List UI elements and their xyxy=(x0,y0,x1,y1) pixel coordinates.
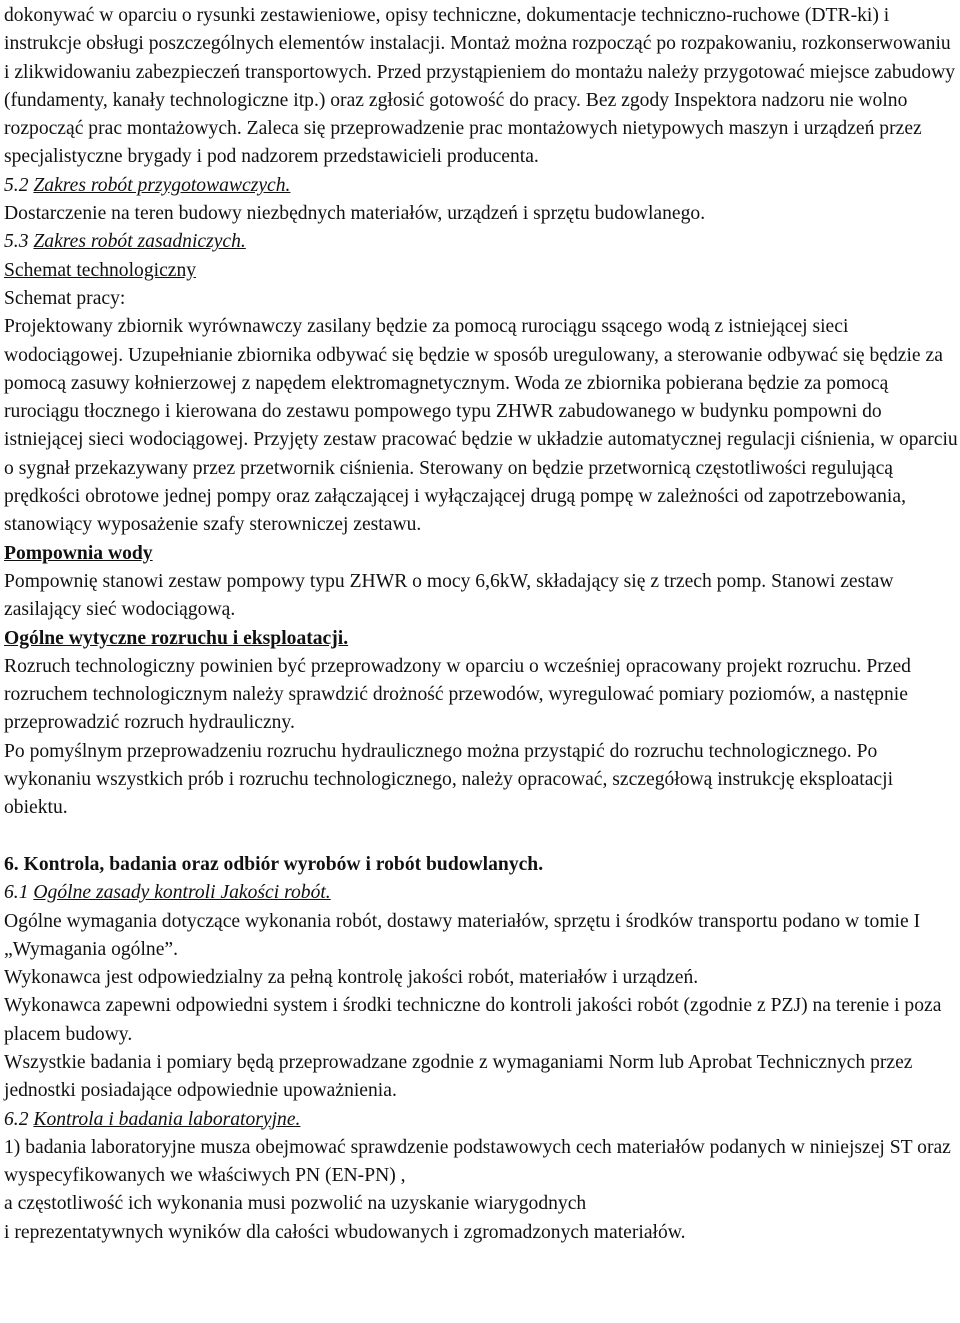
paragraph-general-requirements: Ogólne wymagania dotyczące wykonania robót, dostawy materiałów, sprzętu i środków transportu podano w tomie I „Wymagania ogólne”. xyxy=(4,910,921,960)
section-number: 5.2 xyxy=(4,174,34,196)
heading-technological-scheme: Schemat technologiczny xyxy=(4,259,197,281)
paragraph-pumping-station: Pompownię stanowi zestaw pompowy typu ZHWR o mocy 6,6kW, składający się z trzech pomp. Stanowi zestaw zasilający sieć wodociągową. xyxy=(4,570,894,621)
heading-water-pumping-station: Pompownia wody xyxy=(4,542,153,564)
paragraph-startup-1: Rozruch technologiczny powinien być przeprowadzony w oparciu o wcześniej opracowany projekt rozruchu. Przed rozruchem technologicznym należy sprawdzić drożność przewodów, wyregulować pomiary poziomów, a następnie przeprowadzić rozruch hydrauliczny. xyxy=(4,655,911,734)
paragraph-tests-measurements: Wszystkie badania i pomiary będą przeprowadzane zgodnie z wymaganiami Norm lub Aprobat Technicznych przez jednostki posiadające odpowiednie upoważnienia. xyxy=(4,1051,913,1102)
section-number: 6.1 xyxy=(4,882,34,904)
paragraph-preparatory-works: Dostarczenie na teren budowy niezbędnych materiałów, urządzeń i sprzętu budowlanego. xyxy=(4,203,706,225)
paragraph-lab-tests-2: a częstotliwość ich wykonania musi pozwolić na uzyskanie wiarygodnych xyxy=(4,1193,587,1215)
section-title: Zakres robót przygotowawczych. xyxy=(33,174,291,196)
section-title: Ogólne zasady kontroli Jakości robót. xyxy=(33,882,331,904)
section-6-2-heading xyxy=(4,1106,958,1134)
paragraph-installation-assembly: dokonywać w oparciu o rysunki zestawieniowe, opisy techniczne, dokumentacje techniczno-ruchowe (DTR-ki) i instrukcje obsługi poszczególnych elementów instalacji. Montaż można rozpocząć po rozpakowaniu, rozkonserwowaniu i zlikwidowaniu zabezpieczeń transportowych. Przed przystąpieniem do montażu należy przygotować miejsce zabudowy (fundamenty, kanały technologiczne itp.) oraz zgłosić gotowość do pracy. Bez zgody Inspektora nadzoru nie wolno rozpocząć prac montażowych. Zaleca się przeprowadzenie prac montażowych nietypowych maszyn i urządzeń przez specjalistyczne brygady i pod nadzorem przedstawicieli producenta. xyxy=(4,5,956,168)
paragraph-contractor-responsibility: Wykonawca jest odpowiedzialny za pełną kontrolę jakości robót, materiałów i urządzeń. xyxy=(4,967,699,989)
paragraph-work-scheme: Projektowany zbiornik wyrównawczy zasilany będzie za pomocą rurociągu ssącego wodą z istniejącej sieci wodociągowej. Uzupełnianie zbiornika odbywać się będzie w sposób uregulowany, a sterowanie odbywać się będzie za pomocą zasuwy kołnierzowej z napędem elektromagnetycznym. Woda ze zbiornika pobierana będzie za pomocą rurociągu tłocznego i kierowana do zestawu pompowego typu ZHWR zabudowanego w budynku pompowni do istniejącej sieci wodociągowej. Przyjęty zestaw pracować będzie w układzie automatycznej regulacji ciśnienia, w oparciu o sygnał przekazywany przez przetwornik ciśnienia. Sterowany on będzie przetwornicą częstotliwości regulującą prędkości obrotowe jednej pompy oraz załączającej i wyłączającej drugą pompę w zależności od zapotrzebowania, stanowiący wyposażenie szafy sterowniczej zestawu. xyxy=(4,316,958,536)
section-title: Zakres robót zasadniczych. xyxy=(33,231,246,253)
paragraph-lab-tests-1: 1) badania laboratoryjne musza obejmować sprawdzenie podstawowych cech materiałów podanych w niniejszej ST oraz wyspecyfikowanych we właściwych PN (EN-PN) , xyxy=(4,1136,951,1187)
paragraph-startup-2: Po pomyślnym przeprowadzeniu rozruchu hydraulicznego można przystąpić do rozruchu technologicznego. Po wykonaniu wszystkich prób i rozruchu technologicznego, należy opracować, szczegółową instrukcję eksploatacji obiektu. xyxy=(4,740,894,819)
paragraph-quality-system: Wykonawca zapewni odpowiedni system i środki techniczne do kontroli jakości robót (zgodnie z PZJ) na terenie i poza placem budowy. xyxy=(4,995,942,1045)
section-5-3-heading xyxy=(4,228,958,256)
paragraph-lab-tests-3: i reprezentatywnych wyników dla całości wbudowanych i zgromadzonych materiałów. xyxy=(4,1221,686,1243)
section-title: Kontrola i badania laboratoryjne. xyxy=(33,1108,301,1130)
section-6-1-heading xyxy=(4,879,958,907)
chapter-6-heading: 6. Kontrola, badania oraz odbiór wyrobów i robót budowlanych. xyxy=(4,853,544,875)
blank-line xyxy=(4,823,958,851)
document-page xyxy=(4,2,958,1247)
label-work-scheme: Schemat pracy: xyxy=(4,287,126,309)
section-5-2-heading xyxy=(4,172,958,200)
heading-startup-guidelines: Ogólne wytyczne rozruchu i eksploatacji. xyxy=(4,627,349,649)
section-number: 6.2 xyxy=(4,1108,34,1130)
section-number: 5.3 xyxy=(4,231,34,253)
